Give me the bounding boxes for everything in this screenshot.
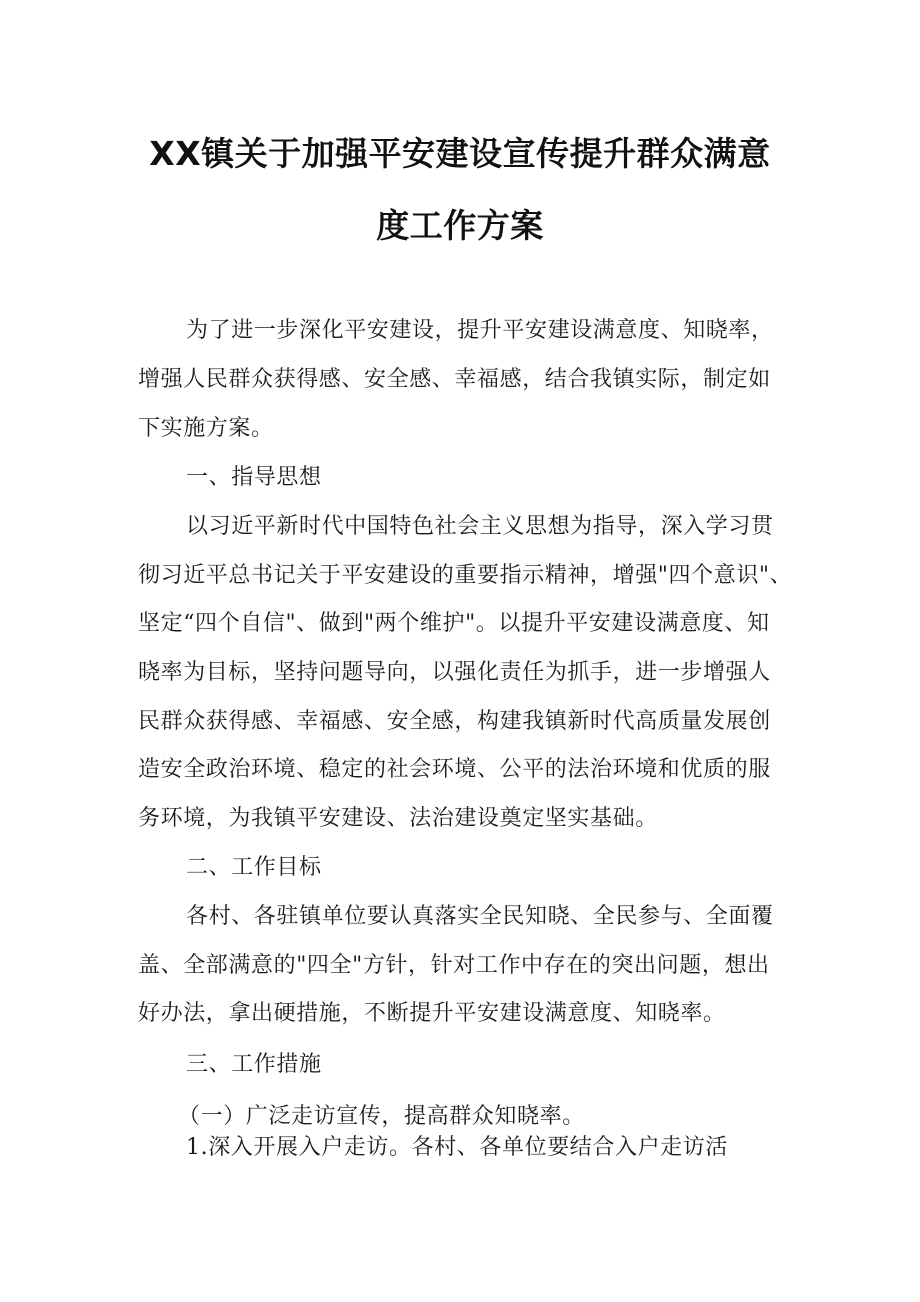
section-heading-guiding-thought: 一、指导思想	[186, 465, 322, 490]
paragraph-line: 坚定“四个自信"、做到"两个维护"。以提升平安建设满意度、知	[138, 611, 770, 636]
paragraph-line: 增强人民群众获得感、安全感、幸福感，结合我镇实际，制定如	[138, 367, 771, 392]
paragraph-line: 民群众获得感、幸福感、安全感，构建我镇新时代高质量发展创	[138, 709, 771, 734]
paragraph-line: 盖、全部满意的"四全"方针，针对工作中存在的突出问题，想出	[138, 953, 770, 978]
paragraph-line: 以习近平新时代中国特色社会主义思想为指导，深入学习贯	[186, 514, 774, 539]
paragraph-line: 晓率为目标，坚持问题导向，以强化责任为抓手，进一步增强人	[138, 660, 771, 685]
paragraph-line: 务环境，为我镇平安建设、法治建设奠定坚实基础。	[138, 806, 658, 831]
paragraph-line: 为了进一步深化平安建设，提升平安建设满意度、知晓率，	[186, 318, 774, 343]
paragraph-line: 下实施方案。	[138, 416, 274, 441]
section-heading-work-measures: 三、工作措施	[186, 1052, 322, 1077]
paragraph-line: 彻习近平总书记关于平安建设的重要指示精神，增强"四个意识"、	[138, 563, 793, 588]
subsection-heading: （一）广泛走访宣传，提高群众知晓率。	[178, 1104, 585, 1129]
paragraph-line: 各村、各驻镇单位要认真落实全民知晓、全民参与、全面覆	[186, 904, 774, 929]
paragraph-line: 1.深入开展入户走访。各村、各单位要结合入户走访活	[186, 1135, 728, 1160]
section-heading-work-goals: 二、工作目标	[186, 855, 322, 880]
paragraph-line: 造安全政治环境、稳定的社会环境、公平的法治环境和优质的服	[138, 757, 771, 782]
document-title-line-1: XX镇关于加强平安建设宣传提升群众满意	[149, 134, 771, 173]
document-title-line-2: 度工作方案	[376, 206, 544, 245]
paragraph-line: 好办法，拿出硬措施，不断提升平安建设满意度、知晓率。	[138, 1001, 726, 1026]
